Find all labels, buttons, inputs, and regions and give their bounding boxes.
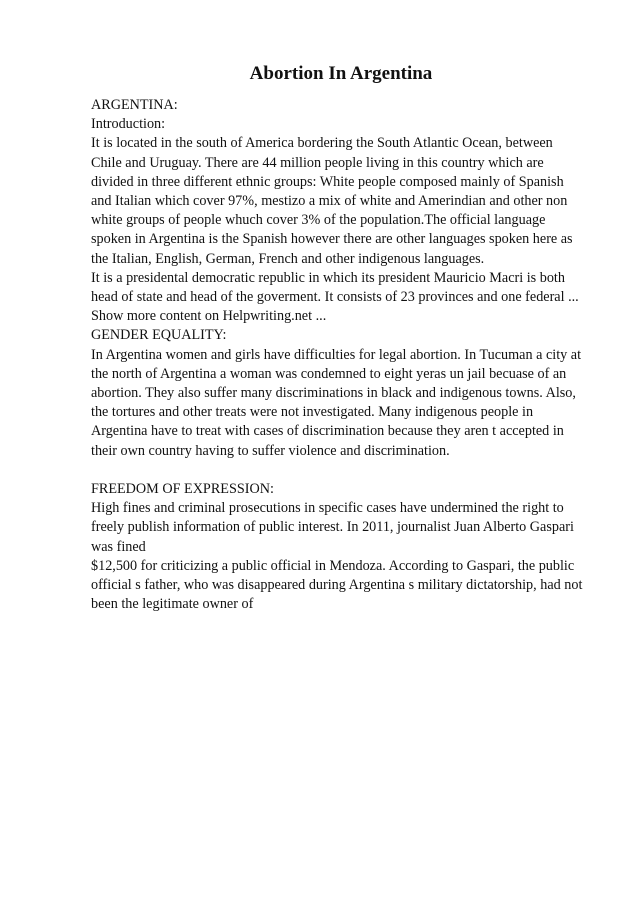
text-line: freely publish information of public interest. In 2011, journalist Juan Alberto Gaspari — [91, 519, 574, 536]
text-line: FREEDOM OF EXPRESSION: — [91, 481, 274, 498]
text-line: It is located in the south of America bordering the South Atlantic Ocean, between — [91, 135, 553, 152]
text-line: white groups of people whuch cover 3% of the population.The official language — [91, 212, 546, 229]
text-line: $12,500 for criticizing a public official in Mendoza. According to Gaspari, the public — [91, 557, 575, 574]
paragraph-gap — [91, 461, 611, 480]
text-line: been the legitimate owner of — [91, 596, 254, 613]
text-line: the tortures and other treats were not investigated. Many indigenous people in — [91, 404, 534, 421]
document-title: Abortion In Argentina — [249, 63, 433, 84]
document-body — [91, 96, 611, 614]
text-line: the north of Argentina a woman was condemned to eight yeras un jail becuase of an — [91, 365, 567, 382]
text-line: In Argentina women and girls have difficulties for legal abortion. In Tucuman a city at — [91, 346, 582, 363]
text-line: spoken in Argentina is the Spanish however there are other languages spoken here as — [91, 231, 573, 248]
text-line: GENDER EQUALITY: — [91, 327, 227, 344]
text-line: High fines and criminal prosecutions in specific cases have undermined the right to — [91, 500, 564, 517]
text-line: head of state and head of the goverment. It consists of 23 provinces and one federal ... — [91, 289, 579, 306]
text-line: Chile and Uruguay. There are 44 million people living in this country which are — [91, 154, 544, 171]
text-line: ARGENTINA: — [91, 97, 178, 113]
text-line: Show more content on Helpwriting.net ... — [91, 308, 327, 325]
text-line: Introduction: — [91, 116, 166, 133]
text-line: their own country having to suffer violence and discrimination. — [91, 442, 450, 459]
text-line: was fined — [91, 538, 146, 555]
text-line: divided in three different ethnic groups: White people composed mainly of Spanish — [91, 173, 564, 190]
text-line: and Italian which cover 97%, mestizo a mix of white and Amerindian and other non — [91, 193, 568, 210]
text-line: It is a presidental democratic republic in which its president Mauricio Macri is both — [91, 269, 565, 286]
text-line: Argentina have to treat with cases of discrimination because they aren t accepted in — [91, 423, 564, 440]
text-line: official s father, who was disappeared during Argentina s military dictatorship, had not — [91, 577, 583, 594]
text-line: the Italian, English, German, French and other indigenous languages. — [91, 250, 485, 267]
text-line: abortion. They also suffer many discriminations in black and indigenous towns. Also, — [91, 385, 576, 402]
